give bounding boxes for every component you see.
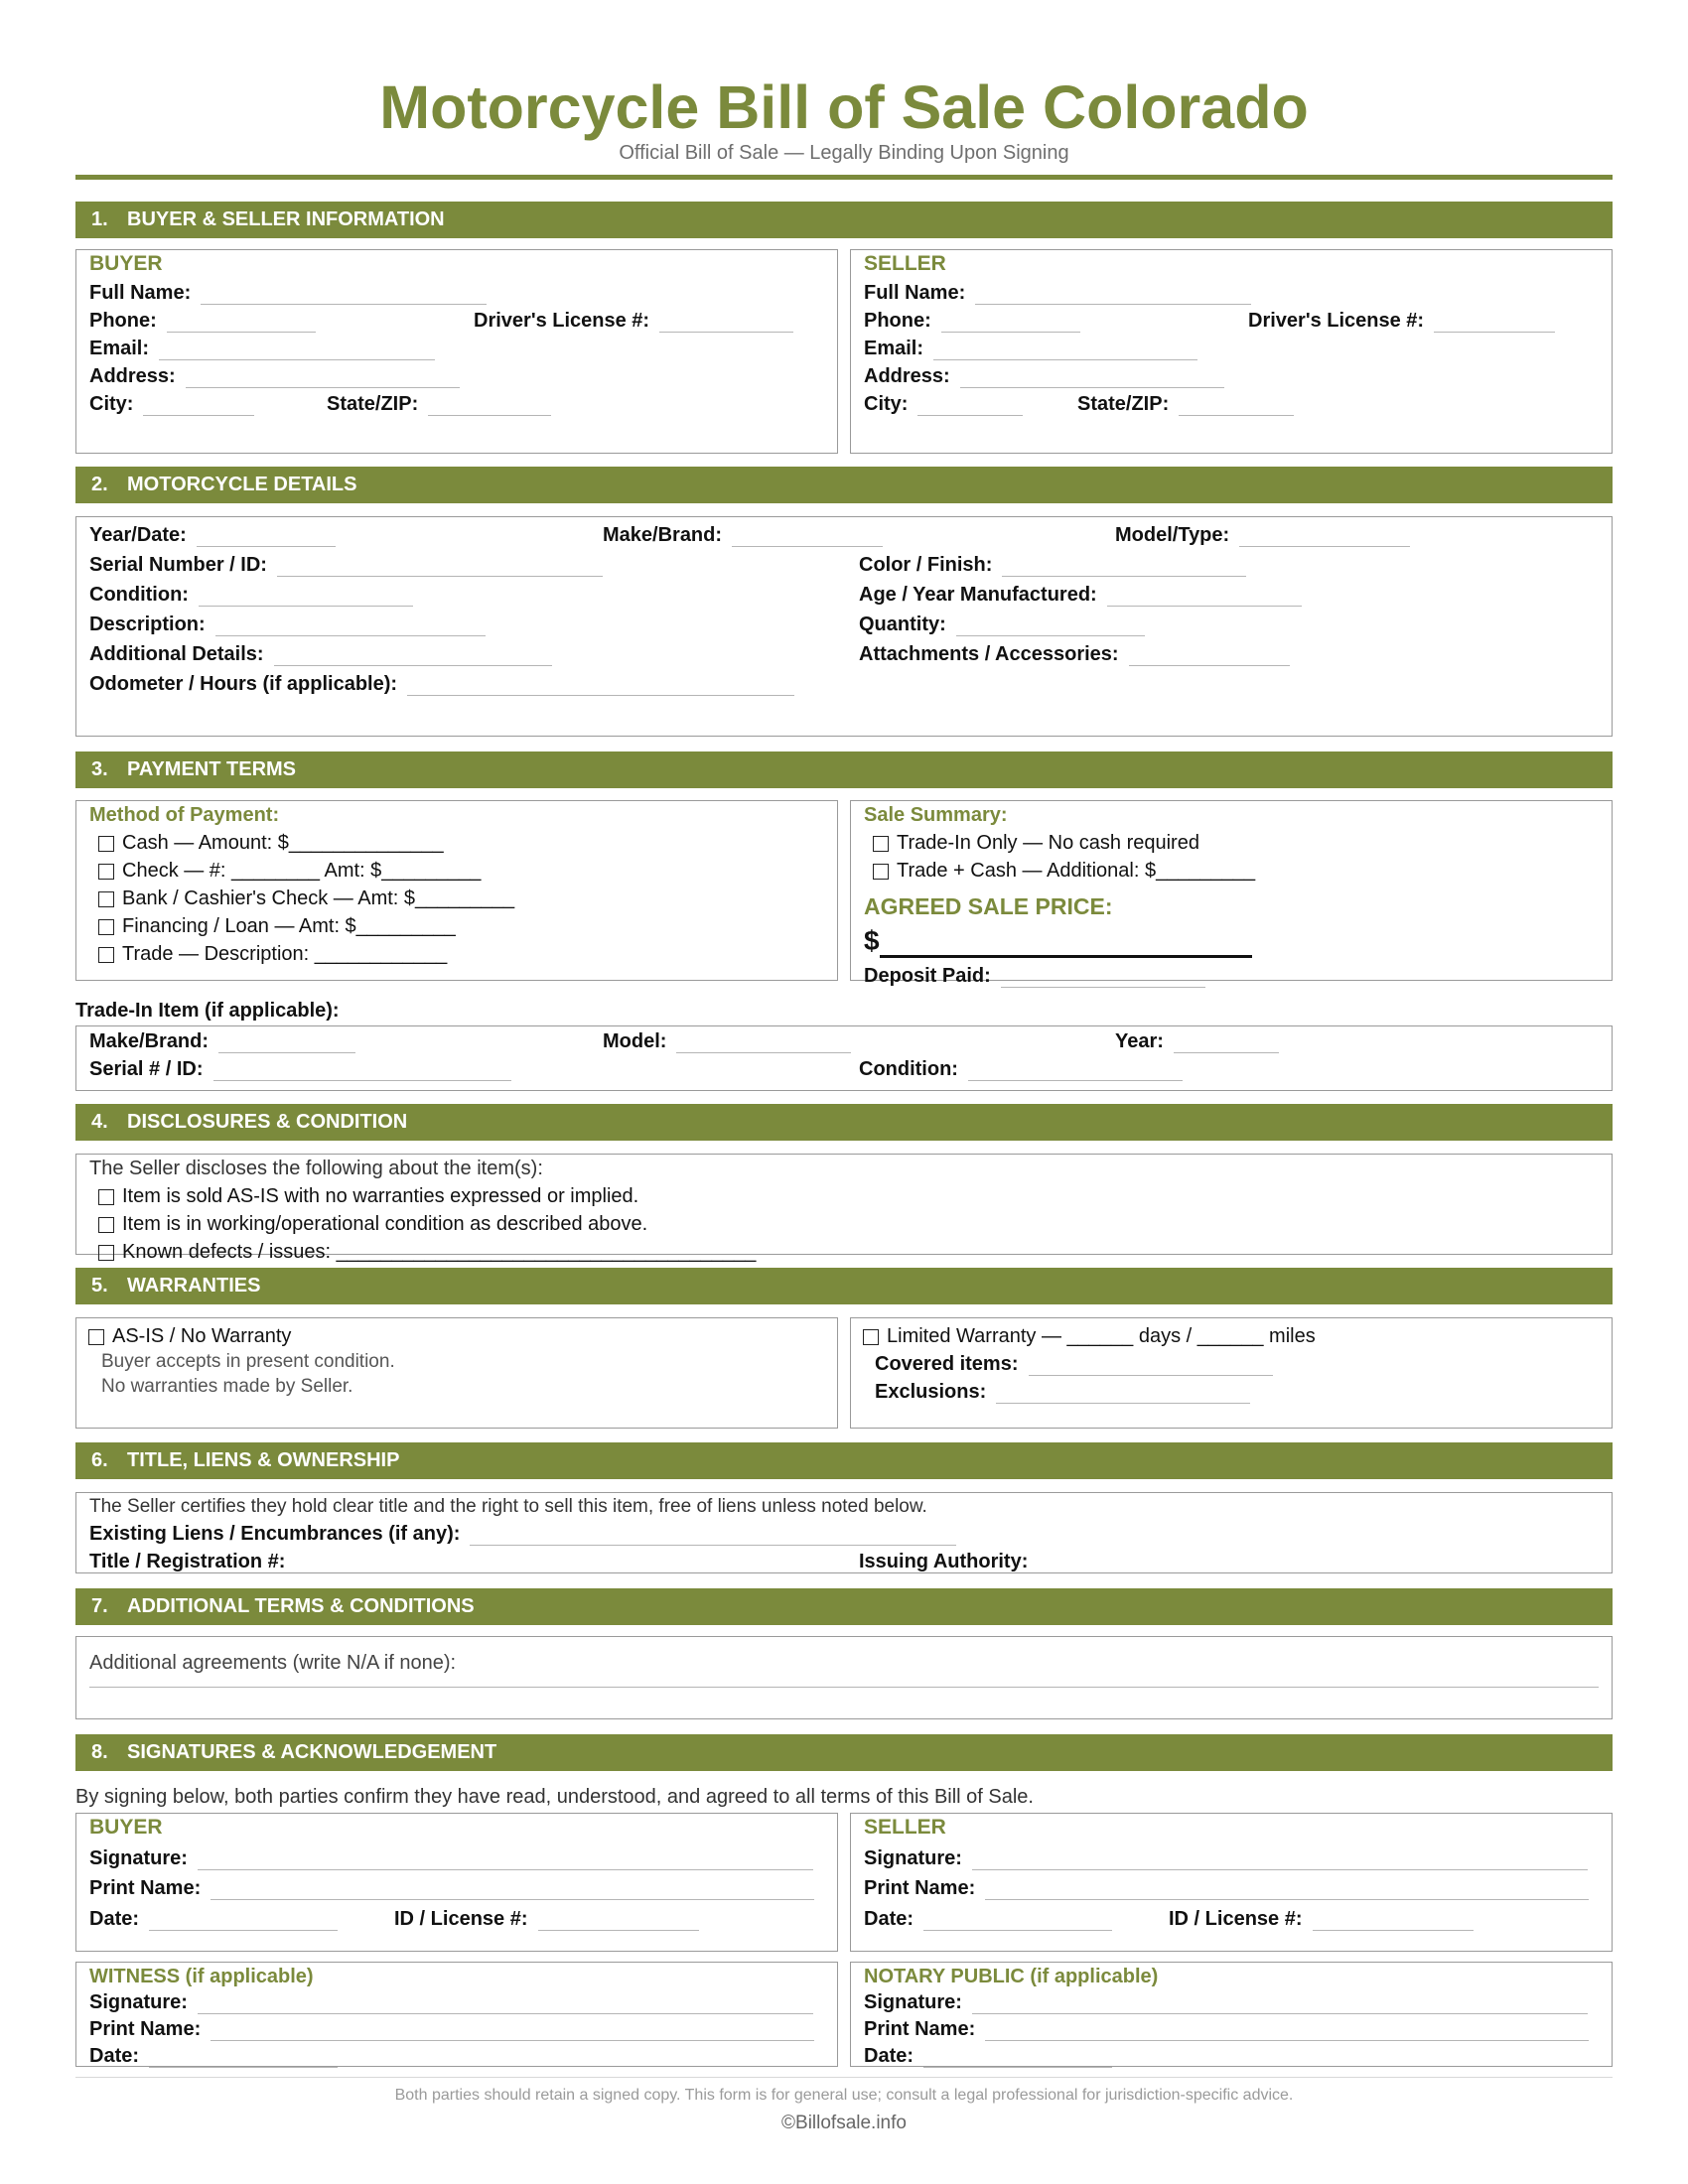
checkbox-icon[interactable]	[873, 864, 889, 880]
seller-info-box	[850, 249, 1613, 454]
checkbox-icon[interactable]	[98, 1217, 114, 1233]
section-header-title-liens: 6. TITLE, LIENS & OWNERSHIP	[75, 1442, 1613, 1479]
payment-cash-option[interactable]: Cash — Amount: $______________	[98, 831, 444, 855]
disclosure-asis-option[interactable]: Item is sold AS-IS with no warranties expressed or implied.	[98, 1184, 638, 1208]
trade-in-model-field[interactable]: Model:	[603, 1029, 851, 1053]
buyer-signature-heading: BUYER	[89, 1816, 163, 1839]
exclusions-field[interactable]: Exclusions:	[875, 1380, 1250, 1404]
buyer-info-box	[75, 249, 838, 454]
limited-warranty-option[interactable]: Limited Warranty — ______ days / ______ miles	[863, 1324, 1316, 1348]
checkbox-icon[interactable]	[873, 836, 889, 852]
section-header-disclosures: 4. DISCLOSURES & CONDITION	[75, 1104, 1613, 1141]
title-liens-box	[75, 1492, 1613, 1573]
trade-in-condition-field[interactable]: Condition:	[859, 1057, 1183, 1081]
section-header-payment-terms: 3. PAYMENT TERMS	[75, 751, 1613, 788]
payment-method-heading: Method of Payment:	[89, 804, 280, 826]
seller-address-field[interactable]: Address:	[864, 364, 1224, 388]
agreed-sale-price-field[interactable]: $	[864, 924, 1252, 958]
agreed-sale-price-label: AGREED SALE PRICE:	[864, 893, 1113, 919]
buyer-signature-box	[75, 1813, 838, 1952]
section-header-buyer-seller: 1. BUYER & SELLER INFORMATION	[75, 202, 1613, 238]
payment-financing-option[interactable]: Financing / Loan — Amt: $_________	[98, 914, 456, 938]
seller-city-field[interactable]: City:	[864, 392, 1023, 416]
make-brand-field[interactable]: Make/Brand:	[603, 523, 883, 547]
trade-in-make-field[interactable]: Make/Brand:	[89, 1029, 355, 1053]
trade-in-box	[75, 1025, 1613, 1091]
checkbox-icon[interactable]	[98, 836, 114, 852]
payment-trade-option[interactable]: Trade — Description: ____________	[98, 942, 447, 966]
page-title: Motorcycle Bill of Sale Colorado	[379, 73, 1309, 141]
limited-warranty-box	[850, 1317, 1613, 1429]
section-header-additional-terms: 7. ADDITIONAL TERMS & CONDITIONS	[75, 1588, 1613, 1625]
trade-in-heading: Trade-In Item (if applicable):	[75, 1000, 340, 1022]
asis-warranty-box	[75, 1317, 838, 1429]
bill-of-sale-form	[75, 0, 1613, 2133]
asis-warranty-option[interactable]: AS-IS / No Warranty	[88, 1324, 291, 1348]
seller-signature-heading: SELLER	[864, 1816, 946, 1839]
checkbox-icon[interactable]	[98, 1245, 114, 1261]
buyer-statezip-field[interactable]: State/ZIP:	[327, 392, 551, 416]
seller-signature-box	[850, 1813, 1613, 1952]
section-header-warranties: 5. WARRANTIES	[75, 1268, 1613, 1304]
disclosures-intro: The Seller discloses the following about the item(s):	[89, 1158, 543, 1179]
trade-in-year-field[interactable]: Year:	[1115, 1029, 1279, 1053]
buyer-full-name-field[interactable]: Full Name:	[89, 281, 487, 305]
condition-field[interactable]: Condition:	[89, 583, 413, 607]
additional-terms-box[interactable]	[75, 1636, 1613, 1719]
seller-email-field[interactable]: Email:	[864, 337, 1197, 360]
seller-statezip-field[interactable]: State/ZIP:	[1077, 392, 1294, 416]
disclosure-defects-option[interactable]: Known defects / issues: ______________________________________	[98, 1240, 756, 1264]
color-finish-field[interactable]: Color / Finish:	[859, 553, 1246, 577]
payment-bank-option[interactable]: Bank / Cashier's Check — Amt: $_________	[98, 887, 514, 910]
description-field[interactable]: Description:	[89, 613, 486, 636]
notary-date-field[interactable]: Date:	[864, 2044, 1112, 2068]
page-subtitle: Official Bill of Sale — Legally Binding Upon Signing	[619, 142, 1069, 164]
disclosure-working-option[interactable]: Item is in working/operational condition as described above.	[98, 1212, 647, 1236]
sale-summary-heading: Sale Summary:	[864, 804, 1008, 826]
witness-print-name-field[interactable]: Print Name:	[89, 2017, 814, 2041]
section-header-motorcycle-details: 2. MOTORCYCLE DETAILS	[75, 467, 1613, 503]
seller-phone-field[interactable]: Phone:	[864, 309, 1080, 333]
notary-signature-box	[850, 1962, 1613, 2067]
model-type-field[interactable]: Model/Type:	[1115, 523, 1410, 547]
checkbox-icon[interactable]	[98, 864, 114, 880]
seller-full-name-field[interactable]: Full Name:	[864, 281, 1251, 305]
quantity-field[interactable]: Quantity:	[859, 613, 1145, 636]
witness-signature-field[interactable]: Signature:	[89, 1990, 813, 2014]
buyer-print-name-field[interactable]: Print Name:	[89, 1876, 814, 1900]
covered-items-field[interactable]: Covered items:	[875, 1352, 1273, 1376]
witness-date-field[interactable]: Date:	[89, 2044, 338, 2068]
signatures-intro: By signing below, both parties confirm they have read, understood, and agreed to all terms of this Bill of Sale.	[75, 1786, 1034, 1808]
section-header-signatures: 8. SIGNATURES & ACKNOWLEDGEMENT	[75, 1734, 1613, 1771]
additional-details-field[interactable]: Additional Details:	[89, 642, 552, 666]
buyer-id-license-field[interactable]: ID / License #:	[394, 1907, 699, 1931]
buyer-phone-field[interactable]: Phone:	[89, 309, 316, 333]
witness-signature-box	[75, 1962, 838, 2067]
buyer-heading: BUYER	[89, 252, 163, 275]
deposit-paid-field[interactable]: Deposit Paid:	[864, 964, 1205, 988]
checkbox-icon[interactable]	[863, 1329, 879, 1345]
footer-divider	[75, 2077, 1613, 2078]
additional-terms-prompt: Additional agreements (write N/A if none):	[89, 1652, 457, 1674]
seller-heading: SELLER	[864, 252, 946, 275]
trade-in-only-option[interactable]: Trade-In Only — No cash required	[873, 831, 1199, 855]
checkbox-icon[interactable]	[88, 1329, 104, 1345]
seller-license-field[interactable]: Driver's License #:	[1248, 309, 1555, 333]
motorcycle-details-box	[75, 516, 1613, 737]
odometer-field[interactable]: Odometer / Hours (if applicable):	[89, 672, 794, 696]
title-divider	[75, 175, 1613, 180]
serial-number-field[interactable]: Serial Number / ID:	[89, 553, 603, 577]
payment-check-option[interactable]: Check — #: ________ Amt: $_________	[98, 859, 481, 883]
seller-id-license-field[interactable]: ID / License #:	[1169, 1907, 1474, 1931]
attachments-field[interactable]: Attachments / Accessories:	[859, 642, 1290, 666]
payment-method-box	[75, 800, 838, 981]
trade-cash-option[interactable]: Trade + Cash — Additional: $_________	[873, 859, 1255, 883]
title-registration-field[interactable]: Title / Registration #:	[89, 1551, 286, 1572]
disclosures-box	[75, 1154, 1613, 1263]
checkbox-icon[interactable]	[98, 891, 114, 907]
footer-note: Both parties should retain a signed copy. This form is for general use; consult a legal professional for jurisdiction-specific advice.	[394, 2087, 1294, 2104]
buyer-date-field[interactable]: Date:	[89, 1907, 338, 1931]
age-year-field[interactable]: Age / Year Manufactured:	[859, 583, 1302, 607]
year-date-field[interactable]: Year/Date:	[89, 523, 336, 547]
existing-liens-field[interactable]: Existing Liens / Encumbrances (if any):	[89, 1522, 956, 1546]
buyer-city-field[interactable]: City:	[89, 392, 254, 416]
witness-heading: WITNESS (if applicable)	[89, 1966, 314, 1987]
notary-heading: NOTARY PUBLIC (if applicable)	[864, 1966, 1159, 1987]
notary-signature-field[interactable]: Signature:	[864, 1990, 1588, 2014]
asis-warranty-note-2: No warranties made by Seller.	[101, 1376, 353, 1397]
asis-warranty-note-1: Buyer accepts in present condition.	[101, 1351, 395, 1372]
seller-print-name-field[interactable]: Print Name:	[864, 1876, 1589, 1900]
buyer-address-field[interactable]: Address:	[89, 364, 460, 388]
checkbox-icon[interactable]	[98, 1189, 114, 1205]
sale-summary-box	[850, 800, 1613, 987]
additional-terms-line	[89, 1687, 1599, 1688]
checkbox-icon[interactable]	[98, 919, 114, 935]
buyer-license-field[interactable]: Driver's License #:	[474, 309, 793, 333]
seller-signature-field[interactable]: Signature:	[864, 1846, 1588, 1870]
notary-print-name-field[interactable]: Print Name:	[864, 2017, 1589, 2041]
footer-copyright: ©Billofsale.info	[781, 2113, 907, 2133]
issuing-authority-field[interactable]: Issuing Authority:	[859, 1551, 1029, 1572]
checkbox-icon[interactable]	[98, 947, 114, 963]
seller-date-field[interactable]: Date:	[864, 1907, 1112, 1931]
trade-in-serial-field[interactable]: Serial # / ID:	[89, 1057, 511, 1081]
title-liens-intro: The Seller certifies they hold clear title and the right to sell this item, free of liens unless noted below.	[89, 1496, 927, 1517]
buyer-email-field[interactable]: Email:	[89, 337, 435, 360]
buyer-signature-field[interactable]: Signature:	[89, 1846, 813, 1870]
